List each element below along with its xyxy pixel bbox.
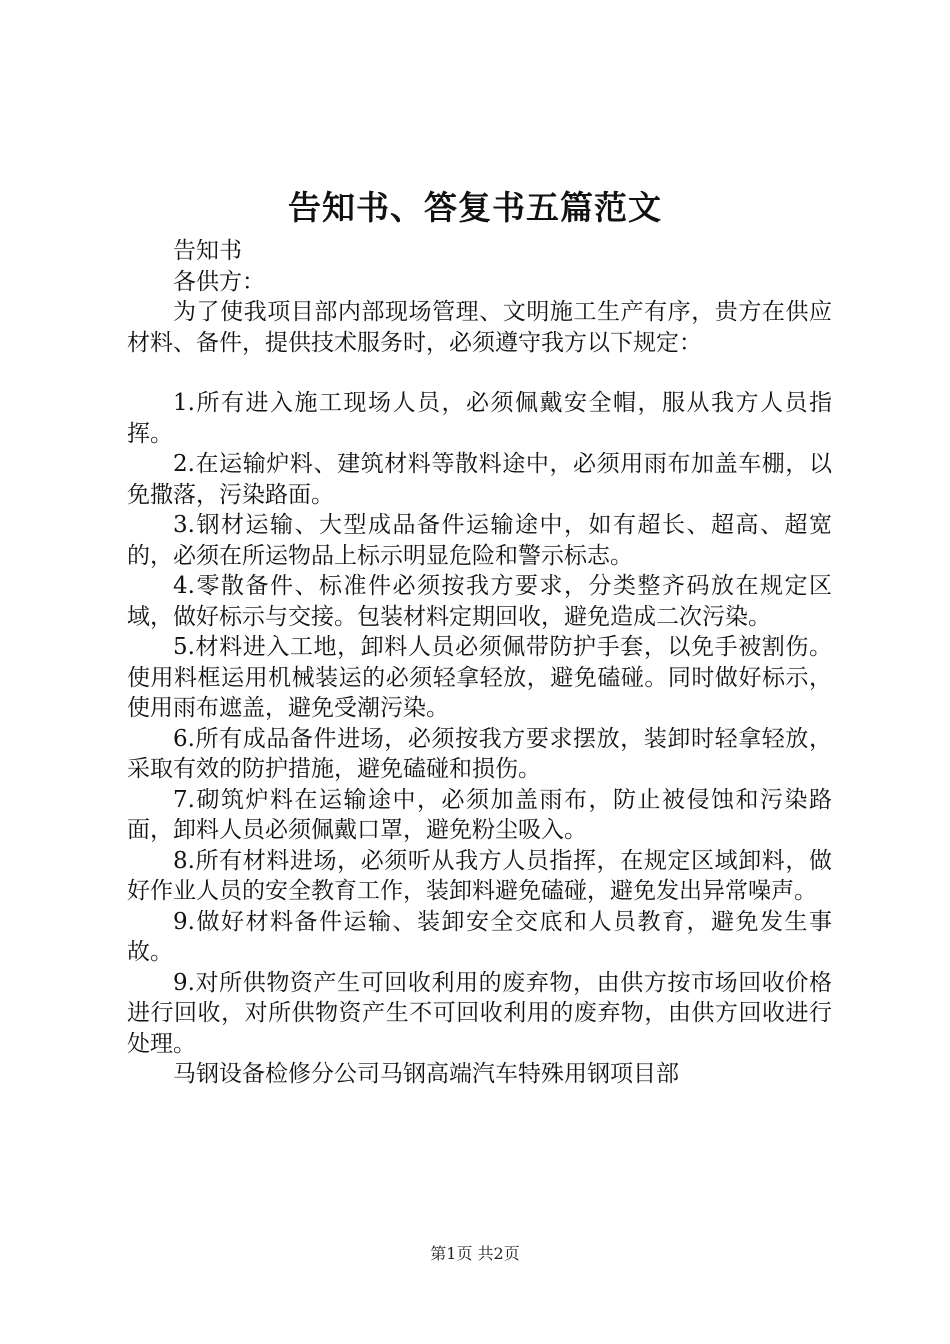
document-body [127, 236, 832, 1090]
rule-item: 5.材料进入工地，卸料人员必须佩带防护手套，以免手被割伤。使用料框运用机械装运的必须轻拿轻放，避免磕碰。同时做好标示，使用雨布遮盖，避免受潮污染。 [127, 634, 832, 721]
rule-item: 1.所有进入施工现场人员，必须佩戴安全帽，服从我方人员指挥。 [127, 390, 832, 447]
rule-item: 8.所有材料进场，必须听从我方人员指挥，在规定区域卸料，做好作业人员的安全教育工作，装卸料避免磕碰，避免发出异常噪声。 [127, 847, 832, 904]
salutation: 各供方： [173, 268, 265, 295]
heading-notice: 告知书 [173, 238, 242, 264]
rule-item: 4.零散备件、标准件必须按我方要求，分类整齐码放在规定区域，做好标示与交接。包装材料定期回收，避免造成二次污染。 [127, 573, 832, 630]
rule-item: 2.在运输炉料、建筑材料等散料途中，必须用雨布加盖车棚，以免撒落，污染路面。 [127, 451, 832, 508]
rule-item: 9.做好材料备件运输、装卸安全交底和人员教育，避免发生事故。 [127, 908, 832, 965]
rule-item: 9.对所供物资产生可回收利用的废弃物，由供方按市场回收价格进行回收，对所供物资产生不可回收利用的废弃物，由供方回收进行处理。 [127, 969, 832, 1057]
document-title: 告知书、答复书五篇范文 [288, 188, 662, 227]
intro-paragraph: 为了使我项目部内部现场管理、文明施工生产有序，贵方在供应材料、备件，提供技术服务时，必须遵守我方以下规定： [127, 299, 832, 356]
rule-item: 7.砌筑炉料在运输途中，必须加盖雨布，防止被侵蚀和污染路面，卸料人员必须佩戴口罩，避免粉尘吸入。 [127, 786, 832, 843]
signature-line: 马钢设备检修分公司马钢高端汽车特殊用钢项目部 [173, 1061, 679, 1087]
rule-item: 6.所有成品备件进场，必须按我方要求摆放，装卸时轻拿轻放，采取有效的防护措施，避免磕碰和损伤。 [127, 725, 832, 782]
page-footer: 第1页 共2页 [430, 1244, 520, 1263]
rule-item: 3.钢材运输、大型成品备件运输途中，如有超长、超高、超宽的，必须在所运物品上标示明显危险和警示标志。 [127, 512, 832, 569]
